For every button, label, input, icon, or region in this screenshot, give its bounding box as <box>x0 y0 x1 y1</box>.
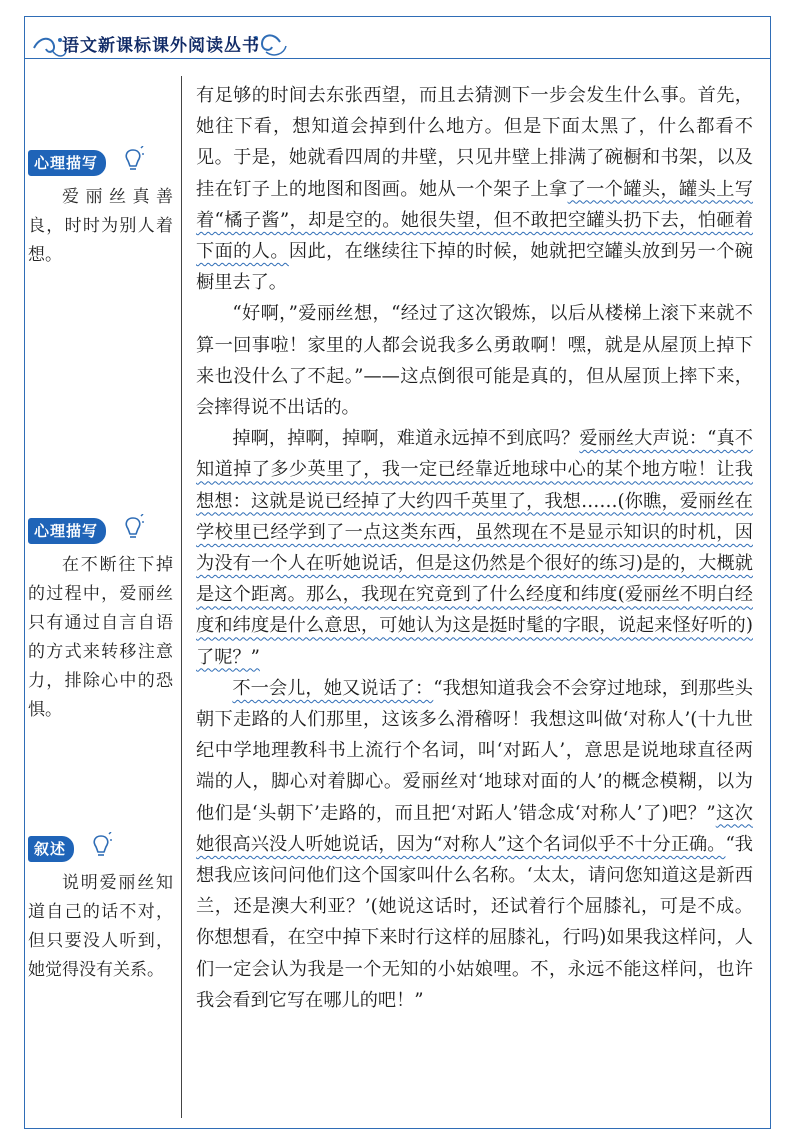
underlined-passage: 爱丽丝大声说：“真不知道掉了多少英里了，我一定已经靠近地球中心的某个地方啦！让我想想：这就是说已经掉了大约四千英里了，我想……(你瞧，爱丽丝在学校里已经学到了一点这类东西，虽然现在不是显示知识的时机，因为没有一个人在听她说话，但是这仍然是个很好的练习)是的，大概就是这个距离。那么，我现在究竟到了什么经度和纬度(爱丽丝不明白经度和纬度是什么意思，可她认为这是挺时髦的字眼，说起来怪好听的)了呢？” <box>196 428 753 668</box>
header-rule <box>25 58 770 59</box>
paragraph: “好啊，”爱丽丝想，“经过了这次锻炼，以后从楼梯上滚下来就不算一回事啦！家里的人都会说我多么勇敢啊！嘿，就是从屋顶上掉下来也没什么了不起。”——这点倒很可能是真的，但从屋顶上摔下来，会摔得说不出话的。 <box>196 303 753 419</box>
note-tag: 心理描写 <box>28 150 106 176</box>
margin-note <box>28 150 173 270</box>
lightbulb-icon <box>122 514 144 542</box>
text-run: 有足够的时间去东张西望，而且去猜测下一步会发生什么事。首先，她往下看，想知道会掉到什么地方。但是下面太黑了，什么都看不见。于是，她就看四周的井壁，只见井壁上排满了碗橱和书架，以及挂在钉子上的地图和图画。她从一个架子上拿 <box>196 85 753 200</box>
underlined-passage: 不一会儿，她又说话了： <box>232 677 434 699</box>
note-text: 爱丽丝真善良，时时为别人着想。 <box>28 187 173 265</box>
paragraph <box>196 673 753 1016</box>
body-text <box>196 80 753 1016</box>
margin-note <box>28 836 173 985</box>
note-text: 在不断往下掉的过程中，爱丽丝只有通过自言自语的方式来转移注意力，排除心中的恐惧。 <box>28 555 173 720</box>
note-tag: 叙述 <box>28 836 74 862</box>
text-run: 因此，在继续往下掉的时候，她就把空罐头放到另一个碗橱里去了。 <box>196 241 753 294</box>
text-run: “我想我应该问问他们这个国家叫什么名称。‘太太，请问您知道这是新西兰，还是澳大利亚？’(她说这话时，还试着行个屈膝礼，可是不成。你想想看，在空中掉下来时行这样的屈膝礼，行吗)如果我这样问，人们一定会认为我是一个无知的小姑娘哩。不，永远不能这样问，也许我会看到它写在哪儿的吧！” <box>196 833 753 1011</box>
underlined-passage: 了一个罐头，罐头上写着“橘子酱”，却是空的。她很失望，但不敢把空罐头扔下去，怕砸着下面的人。 <box>196 178 753 263</box>
paragraph <box>196 423 753 673</box>
paragraph <box>196 80 753 298</box>
margin-note <box>28 518 173 725</box>
underlined-passage: 这次她很高兴没人听她说话，因为“对称人”这个名词似乎不十分正确。 <box>196 802 753 855</box>
lightbulb-icon <box>122 146 144 174</box>
lightbulb-icon <box>90 832 112 860</box>
column-divider <box>181 76 182 1118</box>
margin-notes <box>28 80 173 1120</box>
text-run: 掉啊，掉啊，掉啊，难道永远掉不到底吗？ <box>232 428 580 450</box>
text-run: “我想知道我会不会穿过地球，到那些头朝下走路的人们那里，这该多么滑稽呀！我想这叫做‘对称人’(十九世纪中学地理教科书上流行个名词，叫‘对跖人’，意思是说地球直径两端的人，脚心对着脚心。爱丽丝对‘地球对面的人’的概念模糊，以为他们是‘头朝下’走路的，而且把‘对跖人’错念成‘对称人’了)吧？” <box>196 677 753 824</box>
series-title: 语文新课标课外阅读丛书 <box>62 36 260 56</box>
note-text: 说明爱丽丝知道自己的话不对，但只要没人听到，她觉得没有关系。 <box>28 873 173 980</box>
note-tag: 心理描写 <box>28 518 106 544</box>
